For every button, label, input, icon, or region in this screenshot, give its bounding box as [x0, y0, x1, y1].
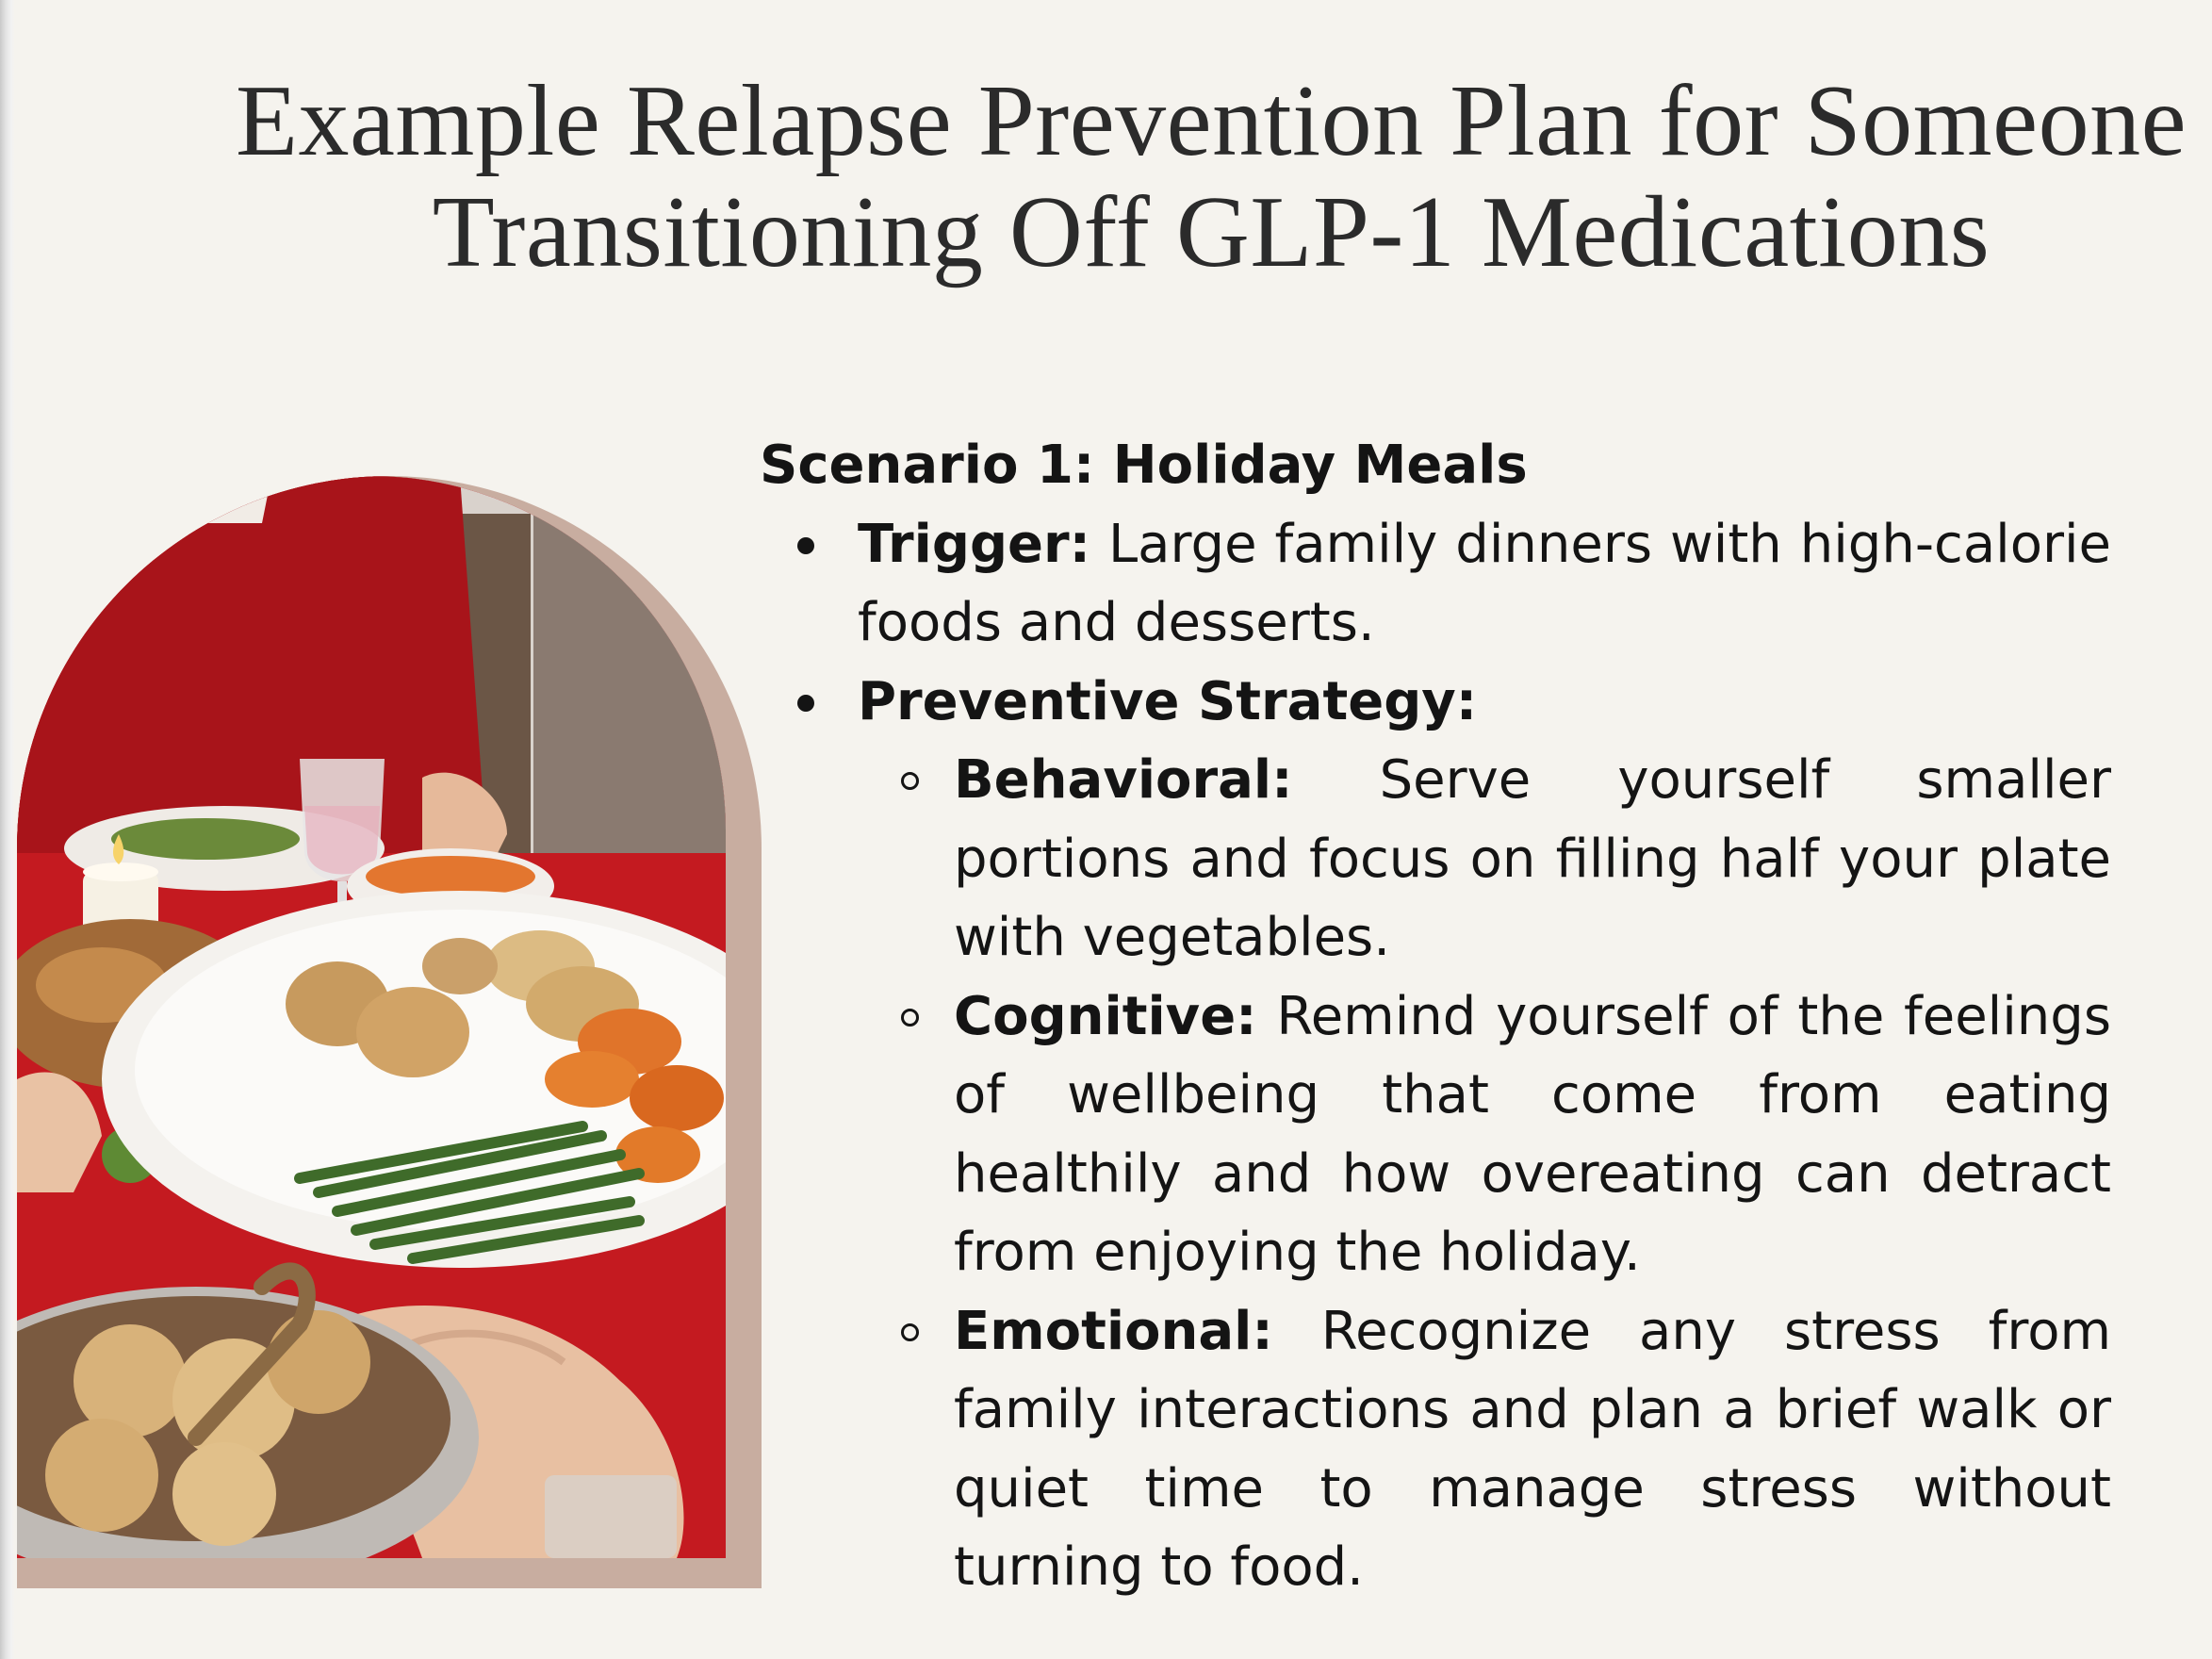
circle-bullet-icon	[901, 1323, 919, 1341]
circle-bullet-icon	[901, 1009, 919, 1027]
behavioral-label: Behavioral:	[954, 749, 1293, 811]
holiday-dinner-photo	[17, 476, 726, 1558]
slide-title	[217, 66, 2205, 288]
circle-bullet-icon	[901, 772, 919, 790]
trigger-item	[760, 505, 2111, 663]
behavioral-item	[858, 741, 2111, 977]
behavioral-text: Serve yourself smaller portions and focus on filling half your plate with vegetables.	[954, 749, 2111, 968]
trigger-label: Trigger:	[858, 513, 1091, 575]
cognitive-item	[858, 977, 2111, 1292]
arch-photo-frame	[17, 476, 762, 1588]
title-line-2: Transitioning Off GLP-1 Medications	[432, 176, 1991, 288]
trigger-text: Large family dinners with high-calorie foods and desserts.	[858, 513, 2111, 653]
strategy-label: Preventive Strategy:	[858, 670, 1478, 732]
scenario-list	[760, 505, 2111, 1607]
title-line-1: Example Relapse Prevention Plan for Someone	[235, 65, 2187, 177]
scenario-title: Scenario 1: Holiday Meals	[760, 435, 1528, 496]
cognitive-text: Remind yourself of the feelings of wellbeing that come from eating healthily and how overeating can detract from enjoying the holiday.	[954, 985, 2111, 1283]
slide-left-edge	[0, 0, 15, 1659]
bullet-icon	[797, 695, 814, 712]
scenario-content	[760, 426, 2111, 1607]
bullet-icon	[797, 537, 814, 554]
strategy-item	[760, 663, 2111, 1607]
strategy-sublist	[858, 741, 2111, 1607]
emotional-text: Recognize any stress from family interactions and plan a brief walk or quiet time to manage stress without turning to food.	[954, 1300, 2111, 1598]
cognitive-label: Cognitive:	[954, 985, 1257, 1047]
emotional-label: Emotional:	[954, 1300, 1273, 1362]
emotional-item	[858, 1292, 2111, 1607]
